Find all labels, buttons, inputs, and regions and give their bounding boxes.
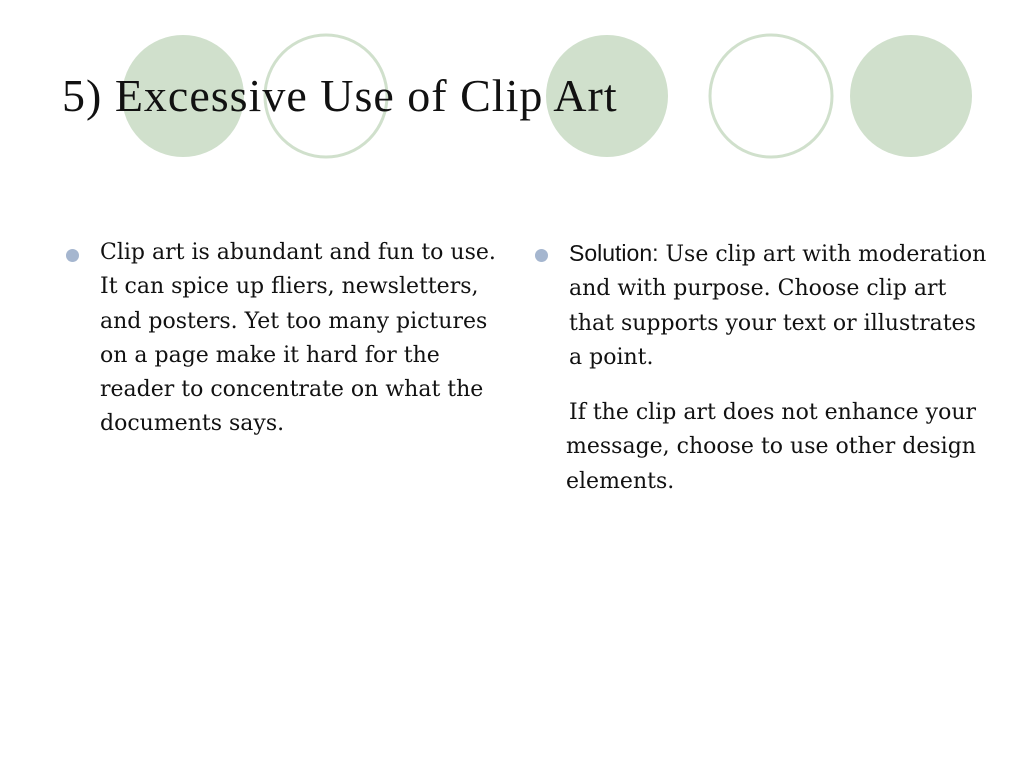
bullet-dot-icon	[66, 249, 79, 262]
left-column	[100, 236, 505, 442]
slide-title: 5) Excessive Use of Clip Art	[62, 70, 618, 121]
circle-filled-3	[850, 35, 972, 157]
right-column	[569, 236, 989, 375]
second-paragraph-text: If the clip art does not enhance your message, choose to use other design elements.	[566, 400, 976, 494]
solution-text: Use clip art with moderation and with purpose. Choose clip art that supports your text or illustrates a point.	[569, 242, 987, 370]
right-paragraph-2	[566, 396, 996, 499]
left-paragraph: Clip art is abundant and fun to use. It can spice up fliers, newsletters, and posters. Yet too many pictures on a page make it hard for the reader to concentrate on what the documents says.	[100, 240, 496, 437]
solution-label: Solution:	[569, 240, 659, 266]
bullet-dot-icon	[535, 249, 548, 262]
right-paragraph	[569, 236, 989, 375]
circle-outline-2	[710, 35, 832, 157]
